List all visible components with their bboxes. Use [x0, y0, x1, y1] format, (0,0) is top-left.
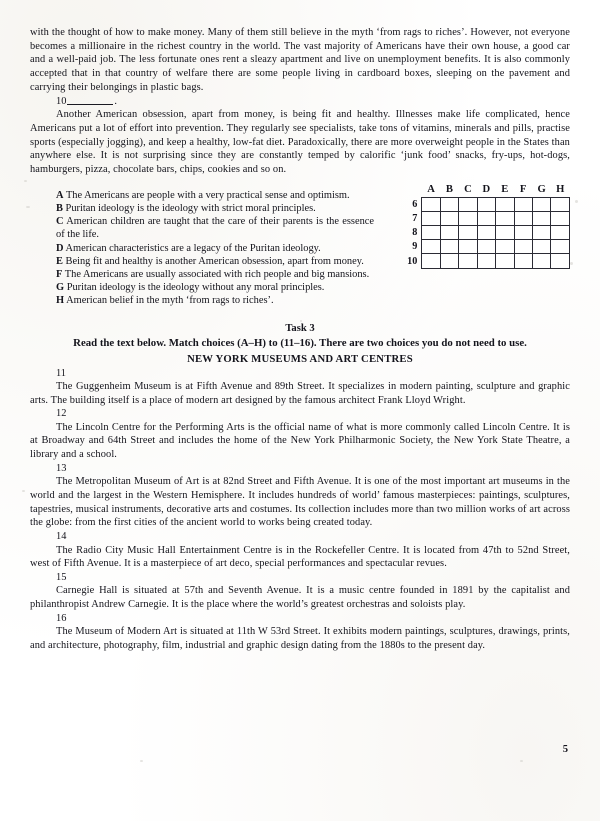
answer-grid-col-a: A	[427, 184, 435, 196]
option-a-text: The Americans are people with a very practical sense and optimism.	[65, 189, 350, 201]
option-c-letter: C	[56, 216, 64, 228]
option-d-text: American characteristics are a legacy of the Puritan ideology.	[65, 242, 321, 254]
answer-cell-7-f[interactable]	[514, 211, 532, 225]
scan-speck	[570, 262, 573, 265]
answer-grid-col-d: D	[482, 184, 491, 196]
item-13-text: The Metropolitan Museum of Art is at 82nd Street and Fifth Avenue. It is one of the most important art museums in the world and the largest in the Western Hemisphere. It includes hundreds of world’ famous masterpieces: paintings, sculptures, tapestries, musical instruments, decorative arts and costumes. Its collection includes more than two million works of art across the globe: from the first cities of the ancient world to works being created today.	[30, 476, 570, 529]
option-b	[56, 202, 374, 215]
answer-grid-row	[402, 240, 570, 254]
option-h-text: American belief in the myth ‘from rags to riches’.	[66, 295, 274, 307]
answer-grid-row	[402, 226, 570, 240]
answer-cell-6-h[interactable]	[551, 197, 570, 211]
answer-grid-body	[402, 197, 570, 268]
answer-cell-6-e[interactable]	[496, 197, 514, 211]
option-e-letter: E	[56, 255, 63, 267]
page-number: 5	[562, 744, 568, 755]
item-11-number: 11	[56, 367, 67, 379]
answer-cell-8-g[interactable]	[532, 226, 551, 240]
answer-cell-9-b[interactable]	[440, 240, 458, 254]
scan-speck	[520, 760, 523, 762]
option-g-text: Puritan ideology is the ideology without any moral principles.	[66, 282, 325, 294]
option-a	[56, 189, 374, 202]
answer-cell-8-d[interactable]	[477, 226, 495, 240]
answer-grid[interactable]	[402, 183, 570, 269]
option-a-letter: A	[56, 189, 64, 201]
answer-cell-6-b[interactable]	[440, 197, 458, 211]
answer-cell-8-c[interactable]	[459, 226, 477, 240]
task3-text-title: NEW YORK MUSEUMS AND ART CENTRES	[187, 352, 413, 365]
item-12-text: The Lincoln Centre for the Performing Arts is the official name of what is more commonly called Lincoln Centre. It is at Broadway and 64th Street and includes the home of the New York Philharmonic Society, the New York State Theatre, a library and a school.	[30, 421, 570, 461]
item-12-number: 12	[56, 408, 67, 420]
option-h	[56, 294, 374, 307]
answer-grid-row-label-7: 7	[412, 213, 418, 225]
answer-grid-row-label-6: 6	[412, 198, 418, 210]
answer-cell-10-f[interactable]	[514, 254, 532, 268]
answer-grid-row	[402, 254, 570, 268]
scan-speck	[22, 490, 25, 492]
answer-cell-10-g[interactable]	[532, 254, 551, 268]
answer-grid-col-g: G	[537, 184, 546, 196]
answer-cell-6-f[interactable]	[514, 197, 532, 211]
options-and-grid-row	[30, 184, 570, 308]
task3-title: Task 3	[285, 322, 315, 334]
gap-item-10-number: 10	[56, 95, 67, 107]
scan-speck	[26, 206, 30, 208]
answer-cell-8-e[interactable]	[496, 226, 514, 240]
option-c	[56, 215, 374, 241]
option-g-letter: G	[56, 282, 65, 294]
answer-cell-8-a[interactable]	[422, 226, 440, 240]
task3-instruction: Read the text below. Match choices (A–H) to (11–16). There are two choices you do not need to use.	[73, 336, 527, 349]
gap-item-10	[30, 95, 570, 109]
answer-cell-10-e[interactable]	[496, 254, 514, 268]
answer-cell-10-d[interactable]	[477, 254, 495, 268]
item-15-number: 15	[56, 571, 67, 583]
answer-grid-col-f: F	[519, 184, 527, 196]
answer-cell-7-b[interactable]	[440, 211, 458, 225]
reading-paragraph-1: with the thought of how to make money. Many of them still believe in the myth ‘from rags to riches’. However, not everyone becomes a millionaire in the richest country in the world. The vast majority of Americans have their own house, a good car and a well-paid job. The less fortunate ones rent a sleazy apartment and live on unemployment benefits. It is also commonly accepted that in that country of welfare there are some people living in cardboard boxes, sleeping on the pavement and carrying their belongings in plastic bags.	[30, 27, 570, 93]
answer-grid-row-label-9: 9	[412, 241, 418, 253]
scan-speck	[575, 200, 578, 203]
item-15-text: Carnegie Hall is situated at 57th and Seventh Avenue. It is a music centre founded in 1891 by the capitalist and philanthropist Andrew Carnegie. It is the place where the world’s greatest orchestras and soloists play.	[30, 585, 570, 611]
item-16-text: The Museum of Modern Art is situated at 11th W 53rd Street. It exhibits modern paintings, sculptures, drawings, prints, and architecture, photography, film, industrial and graphic design dating from the 1880s to the present day.	[30, 626, 570, 651]
option-h-letter: H	[56, 295, 65, 307]
options-list	[56, 189, 374, 308]
answer-grid-col-b: B	[445, 184, 453, 196]
answer-cell-10-b[interactable]	[440, 254, 458, 268]
gap-item-10-blank[interactable]	[67, 104, 113, 105]
answer-grid-header-row	[402, 183, 570, 198]
answer-cell-10-c[interactable]	[459, 254, 477, 268]
answer-grid-corner	[402, 183, 422, 198]
answer-cell-8-b[interactable]	[440, 226, 458, 240]
answer-grid-row	[402, 211, 570, 225]
item-14-number: 14	[56, 531, 67, 543]
item-14-text: The Radio City Music Hall Entertainment Centre is in the Rockefeller Centre. It is located from 47th to 52nd Street, west of Fifth Avenue. It is a masterpiece of art deco, special performances and spectacular revues.	[30, 544, 570, 570]
answer-grid-row	[402, 197, 570, 211]
answer-cell-10-a[interactable]	[422, 254, 440, 268]
answer-grid-row-label-8: 8	[412, 227, 418, 239]
reading-paragraph-2: Another American obsession, apart from money, is being fit and healthy. Illnesses make life complicated, hence Americans put a lot of effort into prevention. They regularly see specialists, take tons of vitamins, minerals and pills, practise sports (especially jogging), and keep a healthy, low-fat diet. Paradoxically, there are more overweight people in the States than anywhere else. It is not surprising since they are constantly temped by calorific ‘junk food’ snacks, fry-ups, hot-dogs, hamburgers, pizza, chocolate bars, chips, cookies and so on.	[30, 109, 570, 176]
answer-cell-7-c[interactable]	[459, 211, 477, 225]
option-b-text: Puritan ideology is the ideology with strict moral principles.	[65, 202, 316, 214]
answer-cell-7-e[interactable]	[496, 211, 514, 225]
scan-speck	[24, 180, 27, 182]
answer-cell-7-d[interactable]	[477, 211, 495, 225]
answer-cell-6-a[interactable]	[422, 197, 440, 211]
answer-grid-col-c: C	[464, 184, 472, 196]
answer-grid-col-e: E	[501, 184, 509, 196]
option-c-text: American children are taught that the care of their parents is the essence of the life.	[56, 216, 374, 241]
answer-cell-8-f[interactable]	[514, 226, 532, 240]
option-e	[56, 255, 374, 268]
gap-item-10-punct: .	[114, 95, 117, 107]
option-d	[56, 242, 374, 255]
answer-grid-wrapper	[402, 183, 570, 269]
option-f-text: The Americans are usually associated with rich people and big mansions.	[64, 268, 370, 280]
answer-cell-9-d[interactable]	[477, 240, 495, 254]
answer-cell-6-g[interactable]	[532, 197, 551, 211]
option-b-letter: B	[56, 202, 63, 214]
item-11-text: The Guggenheim Museum is at Fifth Avenue and 89th Street. It specializes in modern painting, sculpture and graphic arts. The building itself is a place of modern art designed by the famous architect Frank Lloyd Wright.	[30, 380, 570, 406]
answer-cell-7-g[interactable]	[532, 211, 551, 225]
answer-cell-10-h[interactable]	[551, 254, 570, 268]
option-f-letter: F	[56, 268, 63, 280]
item-13-number: 13	[56, 462, 67, 474]
answer-cell-6-d[interactable]	[477, 197, 495, 211]
option-g	[56, 281, 374, 294]
option-f	[56, 268, 374, 281]
answer-cell-9-h[interactable]	[551, 240, 570, 254]
option-d-letter: D	[56, 242, 64, 254]
option-e-text: Being fit and healthy is another American obsession, apart from money.	[65, 255, 364, 267]
answer-cell-9-a[interactable]	[422, 240, 440, 254]
answer-cell-7-a[interactable]	[422, 211, 440, 225]
answer-cell-9-c[interactable]	[459, 240, 477, 254]
answer-grid-row-label-10: 10	[407, 255, 418, 267]
answer-cell-6-c[interactable]	[459, 197, 477, 211]
item-16-number: 16	[56, 612, 67, 624]
page-content	[30, 26, 570, 653]
answer-cell-8-h[interactable]	[551, 226, 570, 240]
scan-speck	[140, 760, 143, 762]
answer-cell-9-f[interactable]	[514, 240, 532, 254]
answer-grid-col-h: H	[556, 184, 565, 196]
answer-cell-9-e[interactable]	[496, 240, 514, 254]
answer-cell-7-h[interactable]	[551, 211, 570, 225]
answer-cell-9-g[interactable]	[532, 240, 551, 254]
scan-speck	[300, 320, 302, 322]
